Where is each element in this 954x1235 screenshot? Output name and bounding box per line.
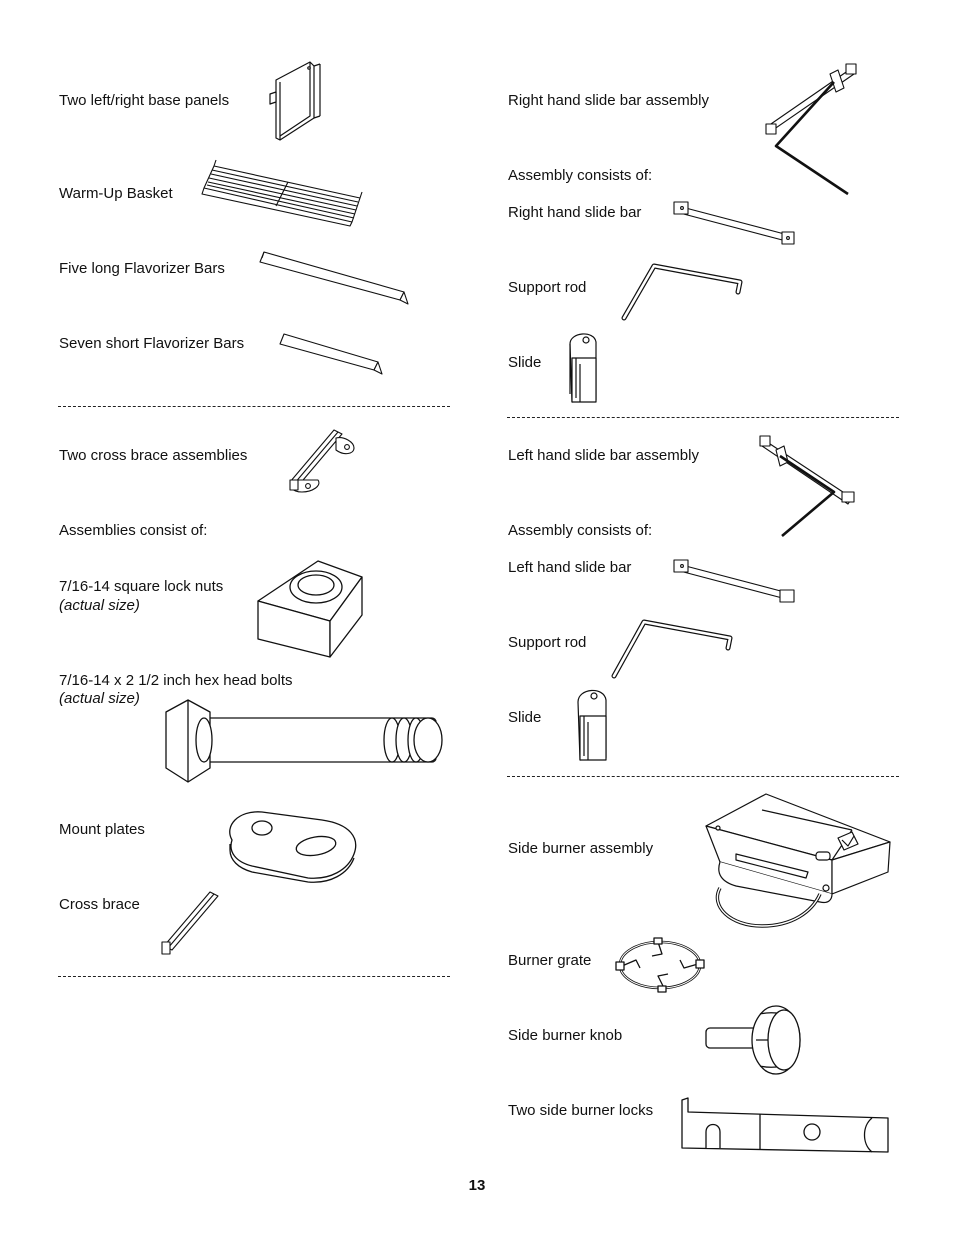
label-long-flavorizer-bars: Five long Flavorizer Bars bbox=[59, 260, 225, 277]
right-slide-illustration bbox=[566, 328, 604, 406]
side-burner-assembly-illustration bbox=[702, 790, 896, 930]
left-slide-illustration bbox=[574, 684, 614, 764]
side-burner-knob-illustration bbox=[702, 1000, 806, 1080]
label-left-support-rod: Support rod bbox=[508, 634, 587, 651]
label-right-assembly-consists-of: Assembly consists of: bbox=[508, 167, 653, 184]
label-base-panels: Two left/right base panels bbox=[59, 92, 230, 109]
right-slide-bar-assembly-illustration bbox=[764, 60, 858, 196]
label-burner-grate: Burner grate bbox=[508, 952, 592, 969]
side-burner-lock-illustration bbox=[676, 1094, 894, 1156]
cross-brace-illustration bbox=[158, 888, 224, 958]
right-slide-bar-illustration bbox=[672, 200, 798, 248]
hex-head-bolt-illustration bbox=[160, 696, 450, 786]
right-support-rod-illustration bbox=[618, 260, 746, 324]
section-divider bbox=[58, 406, 450, 407]
cross-brace-assembly-illustration bbox=[284, 426, 358, 496]
section-divider bbox=[507, 417, 899, 418]
section-divider bbox=[507, 776, 899, 777]
label-side-burner-assembly: Side burner assembly bbox=[508, 840, 654, 857]
label-left-slide-bar: Left hand slide bar bbox=[508, 559, 632, 576]
label-bolts-actual-size: (actual size) bbox=[59, 690, 140, 707]
left-support-rod-illustration bbox=[608, 616, 736, 682]
label-lock-nuts-actual-size: (actual size) bbox=[59, 597, 140, 614]
label-right-slide-bar: Right hand slide bar bbox=[508, 204, 642, 221]
label-right-support-rod: Support rod bbox=[508, 279, 587, 296]
section-divider bbox=[58, 976, 450, 977]
label-left-assembly-consists-of: Assembly consists of: bbox=[508, 522, 653, 539]
page-number: 13 bbox=[468, 1177, 486, 1194]
label-warm-up-basket: Warm-Up Basket bbox=[59, 185, 173, 202]
label-cross-brace-assemblies: Two cross brace assemblies bbox=[59, 447, 248, 464]
label-square-lock-nuts: 7/16-14 square lock nuts bbox=[59, 578, 224, 595]
label-side-burner-knob: Side burner knob bbox=[508, 1027, 623, 1044]
label-assemblies-consist-of: Assemblies consist of: bbox=[59, 522, 208, 539]
label-right-slide: Slide bbox=[508, 354, 542, 371]
label-short-flavorizer-bars: Seven short Flavorizer Bars bbox=[59, 335, 245, 352]
left-slide-bar-illustration bbox=[672, 556, 798, 606]
square-lock-nut-illustration bbox=[254, 557, 366, 661]
burner-grate-illustration bbox=[612, 936, 708, 994]
label-mount-plates: Mount plates bbox=[59, 821, 145, 838]
label-side-burner-locks: Two side burner locks bbox=[508, 1102, 654, 1119]
label-right-slide-bar-assembly: Right hand slide bar assembly bbox=[508, 92, 709, 109]
base-panel-illustration bbox=[262, 58, 328, 150]
label-left-slide: Slide bbox=[508, 709, 542, 726]
short-flavorizer-bar-illustration bbox=[278, 330, 390, 376]
label-hex-head-bolts: 7/16-14 x 2 1/2 inch hex head bolts bbox=[59, 672, 293, 689]
mount-plate-illustration bbox=[222, 806, 362, 882]
left-slide-bar-assembly-illustration bbox=[758, 432, 860, 540]
long-flavorizer-bar-illustration bbox=[258, 248, 414, 308]
warm-up-basket-illustration bbox=[200, 158, 368, 228]
label-cross-brace: Cross brace bbox=[59, 896, 140, 913]
label-left-slide-bar-assembly: Left hand slide bar assembly bbox=[508, 447, 699, 464]
